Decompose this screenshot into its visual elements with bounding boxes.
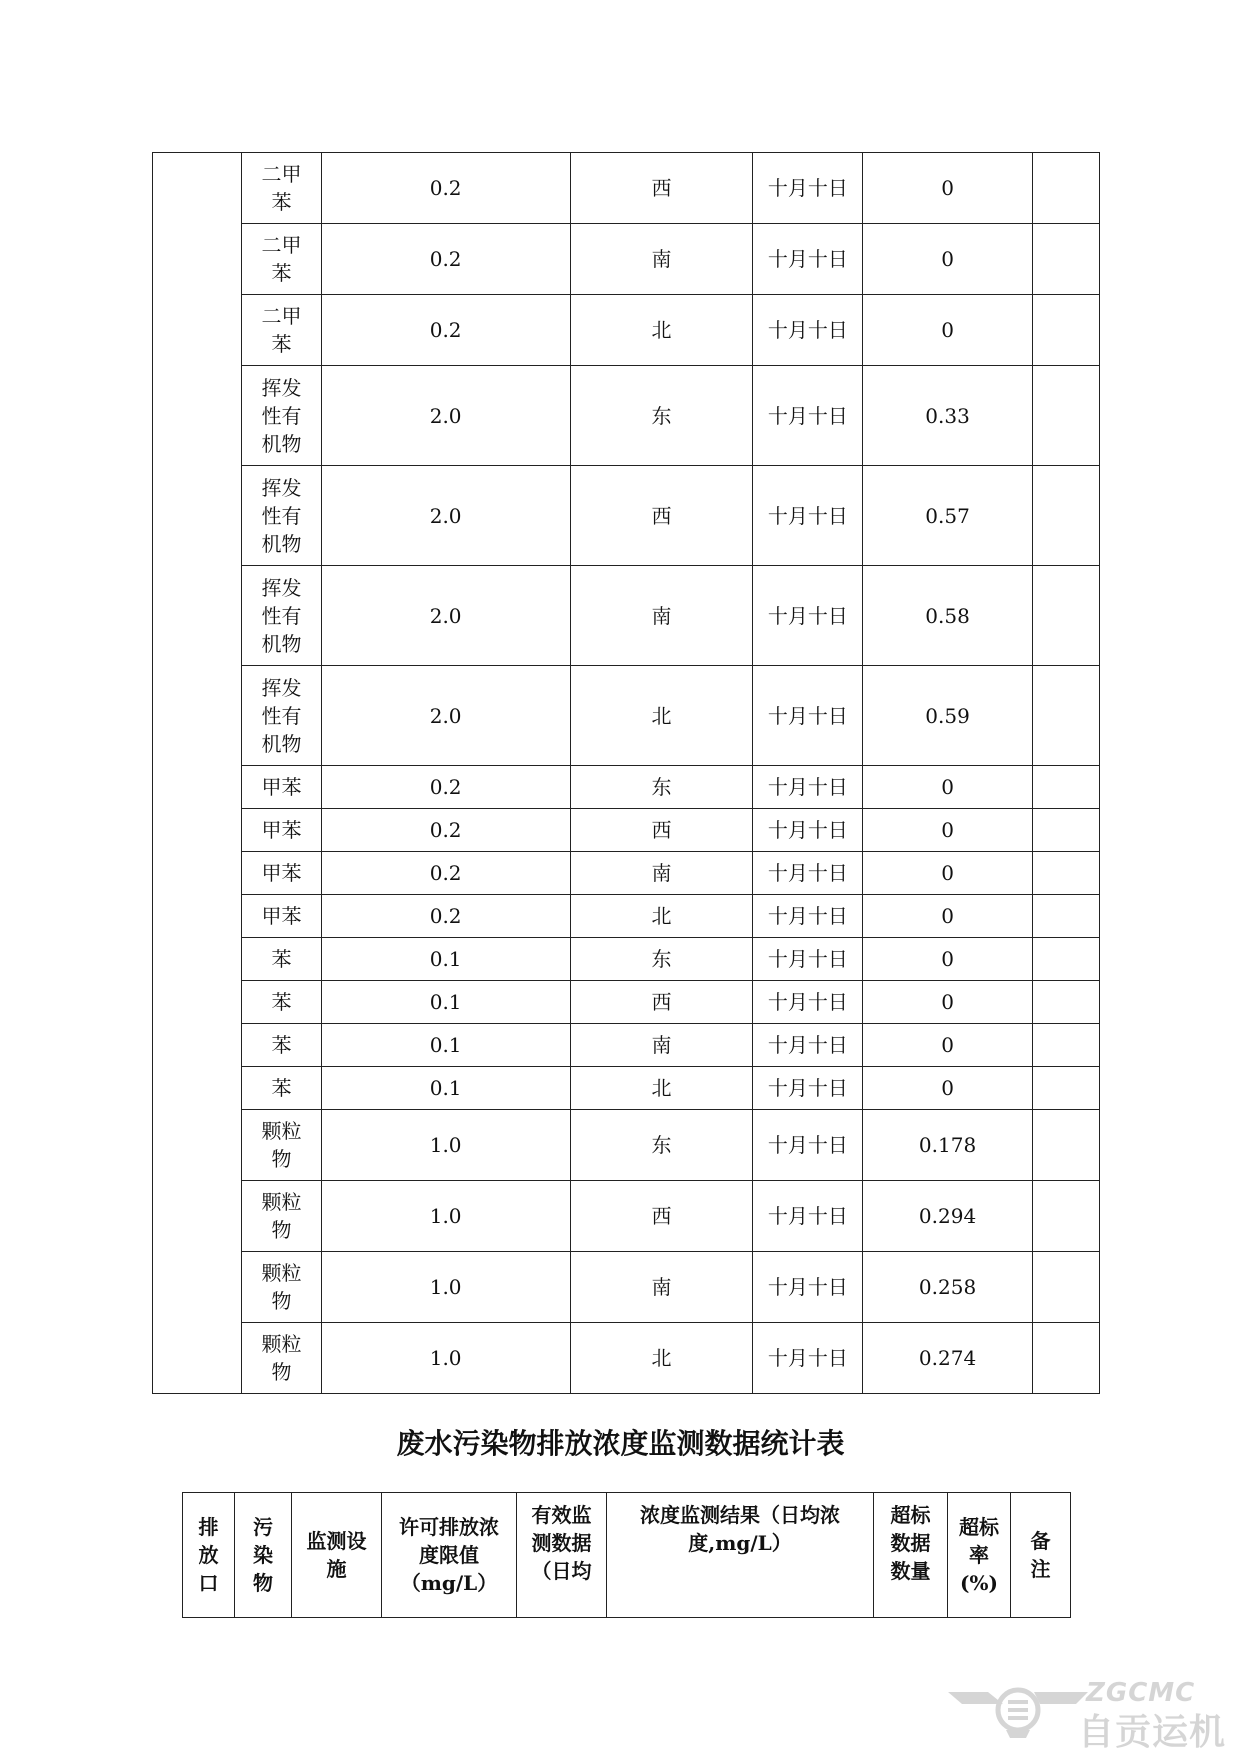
table-row <box>153 366 1100 466</box>
remark-cell <box>1032 1181 1099 1252</box>
pollutant-cell: 二甲苯 <box>242 295 321 366</box>
date-cell: 十月十日 <box>753 1252 863 1323</box>
direction-cell: 南 <box>570 1252 753 1323</box>
remark-cell <box>1032 1323 1099 1394</box>
limit-cell: 2.0 <box>321 466 570 566</box>
limit-cell: 0.1 <box>321 1067 570 1110</box>
table-row <box>153 981 1100 1024</box>
remark-cell <box>1032 295 1099 366</box>
header-valid-data: 有效监测数据（日均 <box>517 1493 607 1618</box>
header-row <box>183 1493 1071 1618</box>
section-title: 废水污染物排放浓度监测数据统计表 <box>396 1427 845 1460</box>
limit-cell: 0.2 <box>321 852 570 895</box>
remark-cell <box>1032 153 1099 224</box>
pollutant-cell: 甲苯 <box>242 766 321 809</box>
direction-cell: 西 <box>570 1181 753 1252</box>
pollutant-cell: 颗粒物 <box>242 1252 321 1323</box>
remark-cell <box>1032 852 1099 895</box>
remark-cell <box>1032 981 1099 1024</box>
pollutant-cell: 挥发性有机物 <box>242 466 321 566</box>
direction-cell: 南 <box>570 1024 753 1067</box>
direction-cell: 西 <box>570 466 753 566</box>
header-pollutant: 污染物 <box>235 1493 292 1618</box>
direction-cell: 北 <box>570 1323 753 1394</box>
table-row <box>153 1252 1100 1323</box>
table-row <box>153 1323 1100 1394</box>
value-cell: 0.258 <box>863 1252 1033 1323</box>
remark-cell <box>1032 766 1099 809</box>
table-row <box>153 766 1100 809</box>
table-row <box>153 1067 1100 1110</box>
value-cell: 0 <box>863 809 1033 852</box>
header-facility: 监测设施 <box>292 1493 382 1618</box>
header-remark: 备注 <box>1011 1493 1071 1618</box>
limit-cell: 0.2 <box>321 295 570 366</box>
date-cell: 十月十日 <box>753 1110 863 1181</box>
remark-cell <box>1032 566 1099 666</box>
limit-cell: 1.0 <box>321 1181 570 1252</box>
table-row <box>153 566 1100 666</box>
value-cell: 0 <box>863 153 1033 224</box>
pollutant-cell: 苯 <box>242 938 321 981</box>
pollutant-cell: 苯 <box>242 1067 321 1110</box>
remark-cell <box>1032 366 1099 466</box>
value-cell: 0 <box>863 224 1033 295</box>
value-cell: 0 <box>863 895 1033 938</box>
pollutant-cell: 挥发性有机物 <box>242 366 321 466</box>
pollutant-cell: 颗粒物 <box>242 1323 321 1394</box>
header-result: 浓度监测结果（日均浓度,mg/L） <box>607 1493 874 1618</box>
direction-cell: 北 <box>570 666 753 766</box>
direction-cell: 西 <box>570 981 753 1024</box>
watermark-en: ZGCMC <box>1086 1678 1196 1708</box>
header-limit: 许可排放浓度限值（mg/L） <box>382 1493 517 1618</box>
value-cell: 0 <box>863 938 1033 981</box>
date-cell: 十月十日 <box>753 1024 863 1067</box>
pollutant-cell: 二甲苯 <box>242 224 321 295</box>
pollutant-cell: 颗粒物 <box>242 1110 321 1181</box>
remark-cell <box>1032 1252 1099 1323</box>
direction-cell: 北 <box>570 295 753 366</box>
table-row <box>153 1024 1100 1067</box>
value-cell: 0.58 <box>863 566 1033 666</box>
limit-cell: 2.0 <box>321 666 570 766</box>
direction-cell: 东 <box>570 938 753 981</box>
table-row <box>153 466 1100 566</box>
pollutant-cell: 苯 <box>242 1024 321 1067</box>
limit-cell: 0.2 <box>321 809 570 852</box>
direction-cell: 南 <box>570 852 753 895</box>
value-cell: 0 <box>863 852 1033 895</box>
date-cell: 十月十日 <box>753 809 863 852</box>
pollutant-cell: 苯 <box>242 981 321 1024</box>
remark-cell <box>1032 666 1099 766</box>
table-row <box>153 666 1100 766</box>
header-exceed-count: 超标数据数量 <box>874 1493 948 1618</box>
date-cell: 十月十日 <box>753 1181 863 1252</box>
date-cell: 十月十日 <box>753 938 863 981</box>
limit-cell: 0.2 <box>321 895 570 938</box>
remark-cell <box>1032 1110 1099 1181</box>
value-cell: 0.57 <box>863 466 1033 566</box>
table-row <box>153 1181 1100 1252</box>
table-row <box>153 224 1100 295</box>
date-cell: 十月十日 <box>753 1067 863 1110</box>
value-cell: 0 <box>863 295 1033 366</box>
limit-cell: 0.2 <box>321 153 570 224</box>
header-exceed-rate: 超标率(%) <box>948 1493 1011 1618</box>
date-cell: 十月十日 <box>753 466 863 566</box>
direction-cell: 北 <box>570 1067 753 1110</box>
remark-cell <box>1032 1067 1099 1110</box>
remark-cell <box>1032 466 1099 566</box>
limit-cell: 2.0 <box>321 366 570 466</box>
value-cell: 0.33 <box>863 366 1033 466</box>
pollutant-cell: 颗粒物 <box>242 1181 321 1252</box>
table-row <box>153 809 1100 852</box>
value-cell: 0.178 <box>863 1110 1033 1181</box>
remark-cell <box>1032 224 1099 295</box>
date-cell: 十月十日 <box>753 295 863 366</box>
limit-cell: 0.1 <box>321 938 570 981</box>
header-outlet: 排放口 <box>183 1493 235 1618</box>
date-cell: 十月十日 <box>753 224 863 295</box>
date-cell: 十月十日 <box>753 366 863 466</box>
pollutant-cell: 挥发性有机物 <box>242 666 321 766</box>
value-cell: 0 <box>863 1067 1033 1110</box>
date-cell: 十月十日 <box>753 566 863 666</box>
date-cell: 十月十日 <box>753 153 863 224</box>
limit-cell: 0.1 <box>321 981 570 1024</box>
value-cell: 0 <box>863 766 1033 809</box>
direction-cell: 南 <box>570 224 753 295</box>
zgcmc-watermark <box>948 1678 1238 1753</box>
zgcmc-logo-icon <box>948 1682 1088 1742</box>
watermark-cn: 自贡运机 <box>1078 1712 1227 1753</box>
direction-cell: 东 <box>570 766 753 809</box>
limit-cell: 2.0 <box>321 566 570 666</box>
table-row <box>153 852 1100 895</box>
remark-cell <box>1032 809 1099 852</box>
date-cell: 十月十日 <box>753 852 863 895</box>
limit-cell: 0.1 <box>321 1024 570 1067</box>
table-row <box>153 295 1100 366</box>
limit-cell: 1.0 <box>321 1323 570 1394</box>
direction-cell: 西 <box>570 153 753 224</box>
pollutant-cell: 挥发性有机物 <box>242 566 321 666</box>
direction-cell: 南 <box>570 566 753 666</box>
direction-cell: 东 <box>570 366 753 466</box>
outlet-cell <box>153 153 242 1394</box>
direction-cell: 东 <box>570 1110 753 1181</box>
value-cell: 0 <box>863 981 1033 1024</box>
value-cell: 0.294 <box>863 1181 1033 1252</box>
emission-data-table <box>152 152 1100 1394</box>
limit-cell: 1.0 <box>321 1252 570 1323</box>
date-cell: 十月十日 <box>753 1323 863 1394</box>
value-cell: 0.59 <box>863 666 1033 766</box>
table-row <box>153 895 1100 938</box>
table-row <box>153 938 1100 981</box>
value-cell: 0.274 <box>863 1323 1033 1394</box>
table-row <box>153 153 1100 224</box>
limit-cell: 0.2 <box>321 224 570 295</box>
date-cell: 十月十日 <box>753 766 863 809</box>
remark-cell <box>1032 938 1099 981</box>
wastewater-stats-table <box>182 1492 1071 1618</box>
date-cell: 十月十日 <box>753 666 863 766</box>
remark-cell <box>1032 1024 1099 1067</box>
table-row <box>153 1110 1100 1181</box>
limit-cell: 0.2 <box>321 766 570 809</box>
direction-cell: 北 <box>570 895 753 938</box>
date-cell: 十月十日 <box>753 981 863 1024</box>
remark-cell <box>1032 895 1099 938</box>
pollutant-cell: 甲苯 <box>242 852 321 895</box>
value-cell: 0 <box>863 1024 1033 1067</box>
pollutant-cell: 甲苯 <box>242 895 321 938</box>
pollutant-cell: 甲苯 <box>242 809 321 852</box>
pollutant-cell: 二甲苯 <box>242 153 321 224</box>
direction-cell: 西 <box>570 809 753 852</box>
date-cell: 十月十日 <box>753 895 863 938</box>
limit-cell: 1.0 <box>321 1110 570 1181</box>
